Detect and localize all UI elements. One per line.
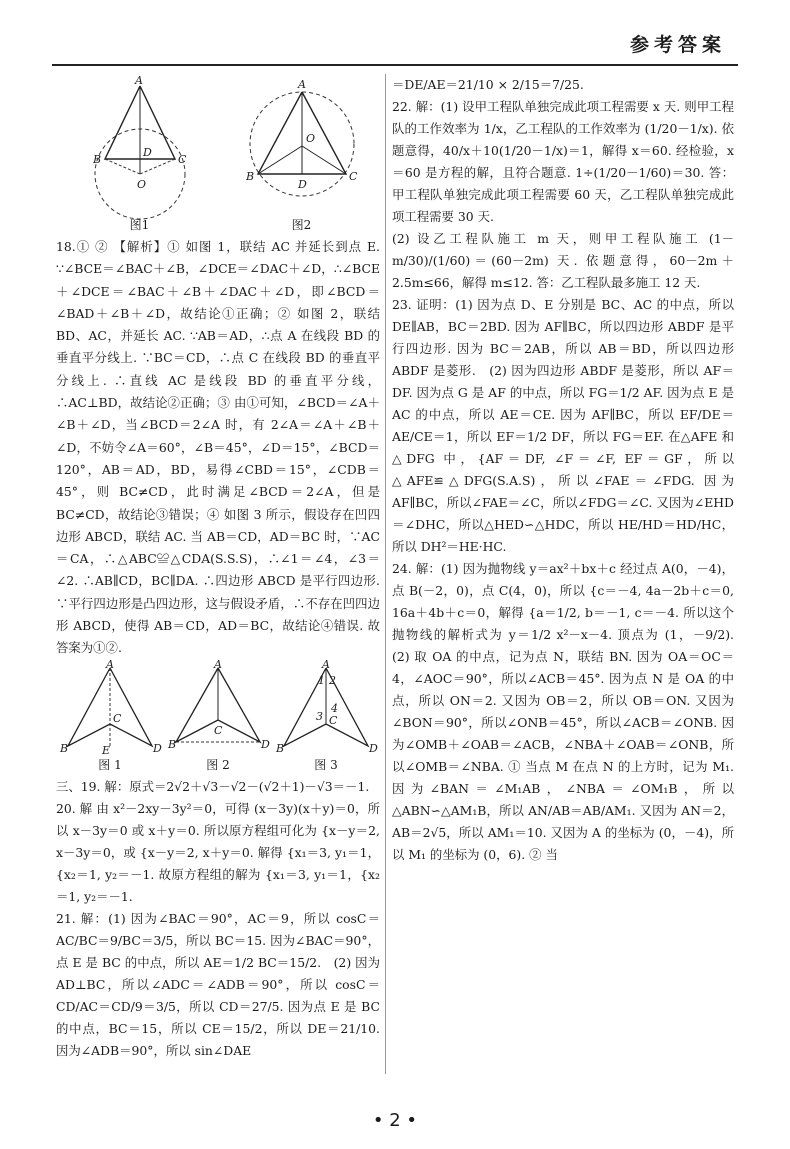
top-fig1-label-b: B <box>92 153 101 166</box>
mid-fig2-label-a: A <box>214 657 222 671</box>
solution-22-part1: 22. 解：(1) 设甲工程队单独完成此项工程需要 x 天. 则甲工程队的工作效率为 1/x，乙工程队的工作效率为 (1/20－1/x). 依题意得，40/x＋10(1/20－1/x)＝1，解得 x＝60. 经检验，x＝60 是方程的解，且符合题意. 1÷(1/20－1/60)＝30. 答：甲工程队单独完成此项工程需要 60 天，乙工程队单独完成此项工程需要 30 天. <box>392 99 734 224</box>
mid-fig2-label-c: C <box>214 723 223 737</box>
mid-fig3-label-c: C <box>329 713 338 727</box>
top-figure-2-diagram <box>232 74 372 214</box>
mid-fig3-label-3: 3 <box>316 709 323 723</box>
mid-figure-2-caption: 图 2 <box>206 757 230 772</box>
mid-figure-3-diagram <box>276 657 378 755</box>
solution-24: 24. 解：(1) 因为抛物线 y＝ax²＋bx＋c 经过点 A(0，－4)，点 B(－2，0)，点 C(4，0)，所以 {c＝－4, 4a－2b＋c＝0, 16a＋4b＋c＝0，解得 {a＝1/2, b＝－1, c＝－4. 所以这个抛物线的解析式为 y＝1/2 x²－x－4. 顶点为 (1，－9/2). (2) 取 OA 的中点，记为点 N，联结 BN. 因为 OA＝OC＝4，∠AOC＝90°，所以∠ACB＝45°. 因为点 N 是 OA 的中点，所以 ON＝2. 又因为 OB＝2，所以 OB＝ON. 又因为∠BON＝90°，所以∠ONB＝45°，所以∠ACB＝∠ONB. 因为∠OMB＋∠OAB＝∠ACB，∠NBA＋∠OAB＝∠ONB，所以∠OMB＝∠NBA. ① 当点 M 在点 N 的上方时，记为 M₁. 因为∠BAN＝∠M₁AB，∠NBA＝∠OM₁B，所以△ABN∽△AM₁B，所以 AN/AB＝AB/AM₁. 又因为 AN＝2，AB＝2√5，所以 AM₁＝10. 又因为 A 的坐标为 (0，－4)，所以 M₁ 的坐标为 (0，6). ② 当 <box>392 561 747 862</box>
mid-fig1-label-d: D <box>153 741 162 755</box>
mid-fig2-label-b: B <box>168 737 177 751</box>
top-fig2-label-o: O <box>305 132 315 145</box>
mid-fig3-label-b: B <box>276 741 285 755</box>
top-fig1-label-a: A <box>134 74 143 87</box>
top-fig1-label-c: C <box>177 153 186 166</box>
mid-fig3-label-d: D <box>369 741 378 755</box>
mid-fig1-label-e: E <box>102 743 111 757</box>
column-divider <box>385 74 386 1074</box>
mid-figure-3 <box>276 657 378 776</box>
top-fig2-label-b: B <box>245 170 254 183</box>
mid-figure-2-diagram <box>168 657 270 754</box>
top-figure-2 <box>232 74 372 236</box>
solution-18: 18.① ② 【解析】① 如图 1，联结 AC 并延长到点 E. ∵∠BCE＝∠BAC＋∠B，∠DCE＝∠DAC＋∠D，∴∠BCE＋∠DCE＝∠BAC＋∠B＋∠DAC＋∠D，即∠BCD＝∠BAD＋∠B＋∠D，故结论①正确；② 如图 2，联结 BD、AC，并延长 AC. ∵AB＝AD，∴点 A 在线段 BD 的垂直平分线上. ∵BC＝CD，∴点 C 在线段 BD 的垂直平分线上. ∴直线 AC 是线段 BD 的垂直平分线，∴AC⊥BD，故结论②正确；③ 由①可知，∠BCD＝∠A＋∠B＋∠D，当∠BCD＝2∠A 时，有 2∠A＝∠A＋∠B＋∠D，不妨令∠A＝60°，∠B＝45°，∠D＝15°，∠BCD＝120°，AB＝AD，BD，易得∠CBD＝15°，∠CDB＝45°，则 BC≠CD，此时满足∠BCD＝2∠A，但是 BC≠CD，故结论③错误；④ 如图 3 所示，假设存在凹四边形 ABCD，联结 AC. 当 AB＝CD，AD＝BC 时，∵AC＝CA，∴△ABC≌△CDA(S.S.S)，∴∠1＝∠4，∠3＝∠2. ∴AB∥CD，BC∥DA. ∴四边形 ABCD 是平行四边形. ∵平行四边形是凸四边形，这与假设矛盾，∴不存在凹四边形 ABCD，使得 AB＝CD，AD＝BC，故结论④错误. 故答案为①②. <box>56 239 380 656</box>
right-column <box>392 74 747 866</box>
solution-21-continued: ＝DE/AE＝21/10 × 2/15＝7/25. <box>392 77 584 92</box>
top-fig1-label-d: D <box>142 146 152 159</box>
top-fig1-label-o: O <box>136 178 146 191</box>
page-number: • 2 • <box>372 1110 418 1131</box>
middle-figures <box>56 657 380 776</box>
solution-22-part2: (2) 设乙工程队施工 m 天，则甲工程队施工 (1－m/30)/(1/60)＝(60－2m) 天. 依题意得，60－2m＋2.5m≤66，解得 m≤12. 答：乙工程队最多施工 12 天. <box>392 231 734 290</box>
header-title: 参考答案 <box>629 34 726 56</box>
header-rule <box>52 64 738 66</box>
top-figures <box>56 74 380 236</box>
mid-figure-1-diagram <box>60 657 162 757</box>
solution-19: 三、19. 解：原式＝2√2＋√3－√2－(√2＋1)－√3＝－1. <box>56 778 370 794</box>
mid-fig1-label-b: B <box>60 741 69 755</box>
solution-21: 21. 解：(1) 因为∠BAC＝90°，AC＝9，所以 cosC＝AC/BC＝9/BC＝3/5，所以 BC＝15. 因为∠BAC＝90°，点 E 是 BC 的中点，所以 AE＝1/2 BC＝15/2. (2) 因为 AD⊥BC，所以∠ADC＝∠ADB＝90°，所以 cosC＝CD/AC＝CD/9＝3/5，所以 CD＝27/5. 因为点 E 是 BC 的中点，BC＝15，所以 CE＝15/2，所以 DE＝21/10. 因为∠ADB＝90°，所以 sin∠DAE <box>56 910 380 1058</box>
mid-fig1-label-c: C <box>113 711 122 725</box>
mid-fig3-label-a: A <box>322 657 330 671</box>
top-figure-1-diagram <box>65 74 215 214</box>
mid-fig2-label-d: D <box>261 737 270 751</box>
mid-figure-3-caption: 图 3 <box>314 757 338 772</box>
mid-figure-1-caption: 图 1 <box>98 757 122 772</box>
top-fig2-label-a: A <box>297 78 306 91</box>
top-figure-1 <box>65 74 215 236</box>
solution-23: 23. 证明：(1) 因为点 D、E 分别是 BC、AC 的中点，所以 DE∥AB，BC＝2BD. 因为 AF∥BC，所以四边形 ABDF 是平行四边形. 因为 BC＝2AB，所以 AB＝BD，所以四边形 ABDF 是菱形. (2) 因为四边形 ABDF 是菱形，所以 AF＝DF. 因为点 G 是 AF 的中点，所以 FG＝1/2 AF. 因为点 E 是 AC 的中点，所以 AE＝CE. 因为 AF∥BC，所以 EF/DE＝AE/CE＝1，所以 EF＝1/2 DF，所以 FG＝EF. 在△AFE 和△DFG 中，{AF＝DF, ∠F＝∠F, EF＝GF，所以△AFE≌△DFG(S.A.S)，所以∠FAE＝∠FDG. 因为 AF∥BC，所以∠FAE＝∠C，所以∠FDG＝∠C. 又因为∠EHD＝∠DHC，所以△HED∽△HDC，所以 HE/HD＝HD/HC，所以 DH²＝HE·HC. <box>392 297 734 554</box>
top-figure-2-caption: 图2 <box>291 218 312 232</box>
mid-figure-2 <box>168 657 270 776</box>
top-fig2-label-c: C <box>348 170 357 183</box>
mid-fig3-label-2: 2 <box>329 673 336 687</box>
mid-fig1-label-a: A <box>106 657 114 671</box>
top-figure-1-caption: 图1 <box>129 218 150 232</box>
solution-20: 20. 解 由 x²－2xy－3y²＝0，可得 (x－3y)(x＋y)＝0，所以 x－3y＝0 或 x＋y＝0. 所以原方程组可化为 {x－y＝2, x－3y＝0，或 {x－y＝2, x＋y＝0. 解得 {x₁＝3, y₁＝1，{x₂＝1, y₂＝－1. 故原方程组的解为 {x₁＝3, y₁＝1，{x₂＝1, y₂＝－1. <box>56 800 380 904</box>
top-fig2-label-d: D <box>297 178 307 191</box>
left-column <box>56 74 380 1062</box>
mid-figure-1 <box>60 657 162 776</box>
mid-fig3-label-1: 1 <box>318 673 325 687</box>
mid-fig3-label-4: 4 <box>331 701 338 715</box>
